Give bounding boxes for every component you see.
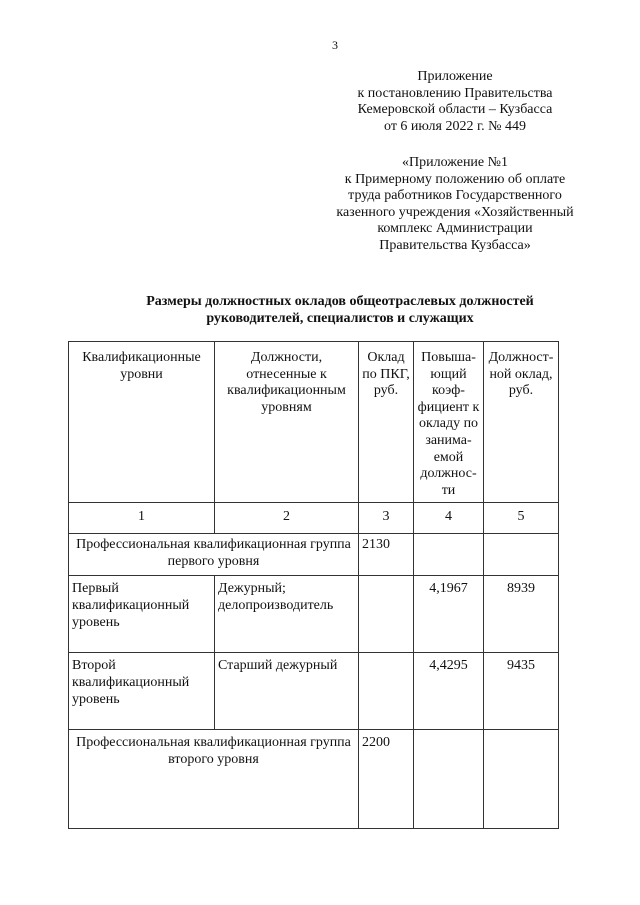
column-number-row: [69, 503, 559, 534]
column-number: 1: [69, 503, 215, 534]
appendix-line: к постановлению Правительства: [357, 85, 553, 101]
appendix-block: [310, 69, 600, 135]
title-line: руководителей, специалистов и служащих: [206, 311, 474, 326]
appendix-line: Приложение: [417, 69, 493, 84]
coef-cell: 4,4295: [414, 653, 484, 730]
appendix-line: Кемеровской области – Кузбасса: [357, 102, 553, 118]
column-number: 5: [484, 503, 559, 534]
quote-block: [310, 155, 600, 255]
header-cell: Должност-ной оклад, руб.: [484, 342, 559, 503]
group-row: [69, 534, 559, 576]
level-cell: Первый квалификационный уровень: [69, 576, 215, 653]
quote-line: Правительства Кузбасса»: [379, 237, 531, 253]
level-cell: Второй квалификационный уровень: [69, 653, 215, 730]
salary-table: [68, 341, 559, 829]
appendix-line: от 6 июля 2022 г. № 449: [384, 118, 526, 134]
positions-cell: Дежурный; делопроизводитель: [215, 576, 359, 653]
header-cell: Квалификационные уровни: [69, 342, 215, 503]
empty-cell: [484, 534, 559, 576]
coef-cell: 4,1967: [414, 576, 484, 653]
positions-cell: Старший дежурный: [215, 653, 359, 730]
group-label: Профессиональная квалификационная группа второго уровня: [69, 730, 359, 829]
header-cell: Повыша-ющий коэф-фициент к окладу по занима-емой должнос-ти: [414, 342, 484, 503]
quote-line: к Примерному положению об оплате: [344, 171, 566, 187]
quote-line: труда работников Государственного: [348, 188, 562, 204]
base-cell: [359, 653, 414, 730]
quote-line: комплекс Администрации: [377, 221, 533, 237]
page-number: 3: [332, 38, 338, 52]
table-header-row: [69, 342, 559, 503]
group-row: [69, 730, 559, 829]
table-row: [69, 576, 559, 653]
title-line: Размеры должностных окладов общеотраслевых должностей: [146, 294, 534, 309]
document-title: [70, 293, 610, 327]
header-cell: Оклад по ПКГ, руб.: [359, 342, 414, 503]
group-salary: 2200: [359, 730, 414, 829]
column-number: 3: [359, 503, 414, 534]
empty-cell: [484, 730, 559, 829]
quote-line: казенного учреждения «Хозяйственный: [336, 204, 574, 220]
salary-cell: 8939: [484, 576, 559, 653]
header-cell: Должности, отнесенные к квалификационным уровням: [215, 342, 359, 503]
empty-cell: [414, 534, 484, 576]
quote-line: «Приложение №1: [402, 155, 508, 170]
empty-cell: [414, 730, 484, 829]
table-row: [69, 653, 559, 730]
column-number: 2: [215, 503, 359, 534]
group-salary: 2130: [359, 534, 414, 576]
group-label: Профессиональная квалификационная группа первого уровня: [69, 534, 359, 576]
column-number: 4: [414, 503, 484, 534]
salary-cell: 9435: [484, 653, 559, 730]
base-cell: [359, 576, 414, 653]
